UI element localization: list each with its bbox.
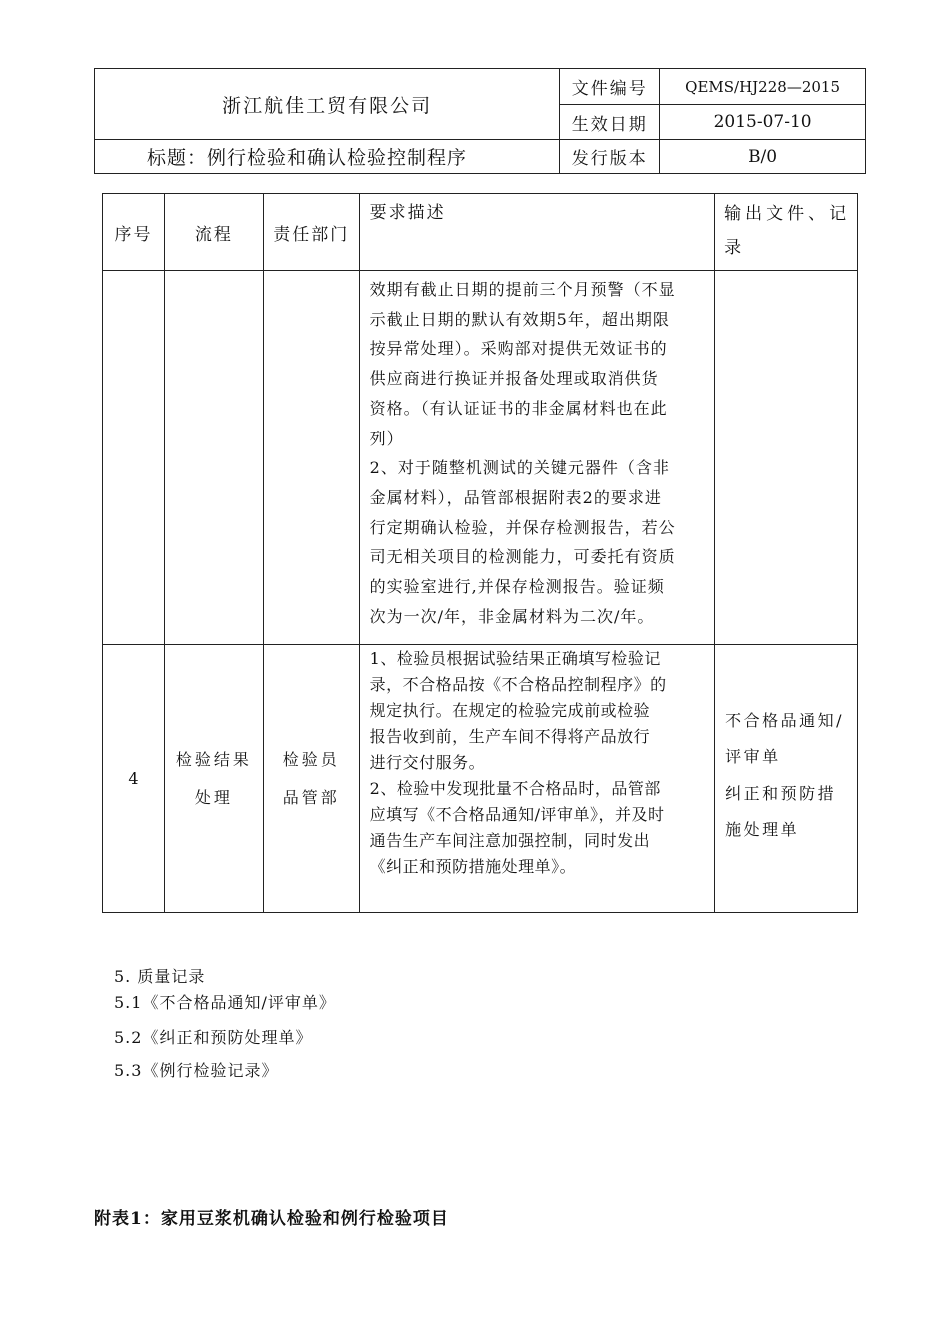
row1-process xyxy=(164,271,263,645)
header-dept: 责任部门 xyxy=(263,194,359,271)
doc-no-value: QEMS/HJ228—2015 xyxy=(660,69,866,105)
header-no: 序号 xyxy=(103,194,165,271)
appendix-title: 附表1：家用豆浆机确认检验和例行检验项目 xyxy=(94,1209,449,1229)
row1-dept xyxy=(263,271,359,645)
table-row xyxy=(103,271,858,645)
effective-date-value: 2015-07-10 xyxy=(660,105,866,140)
record-item: 5.1《不合格品通知/评审单》 xyxy=(114,993,336,1012)
table-header-row xyxy=(103,194,858,271)
header-process: 流程 xyxy=(164,194,263,271)
company-name: 浙江航佳工贸有限公司 xyxy=(95,69,560,140)
requirement-line: 金属材料），品管部根据附表2的要求进 xyxy=(369,487,662,507)
dept-line: 检验员 xyxy=(282,749,340,769)
process-line: 检验结果 xyxy=(175,749,252,769)
requirement-line: 通告生产车间注意加强控制，同时发出 xyxy=(369,831,651,850)
requirement-line: 次为一次/年，非金属材料为二次/年。 xyxy=(369,606,655,626)
requirement-line: 效期有截止日期的提前三个月预警（不显 xyxy=(369,280,676,299)
requirement-line: 2、检验中发现批量不合格品时，品管部 xyxy=(369,779,661,798)
header-output: 输出文件、记录 xyxy=(715,194,858,271)
procedure-table xyxy=(102,193,858,913)
row2-process xyxy=(164,645,263,913)
records-heading: 5. 质量记录 xyxy=(114,967,206,986)
requirement-line: 按异常处理）。采购部对提供无效证书的 xyxy=(369,339,668,359)
row1-no xyxy=(103,271,165,645)
document-title: 标题：例行检验和确认检验控制程序 xyxy=(95,140,560,174)
requirement-line: 录，不合格品按《不合格品控制程序》的 xyxy=(369,675,667,694)
requirement-line: 规定执行。在规定的检验完成前或检验 xyxy=(369,701,651,720)
dept-line: 品管部 xyxy=(282,787,340,807)
record-item: 5.3《例行检验记录》 xyxy=(114,1061,279,1080)
output-line: 评审单 xyxy=(725,747,781,766)
row1-requirement xyxy=(359,271,714,645)
header-requirement: 要求描述 xyxy=(359,194,714,271)
requirement-line: 报告收到前，生产车间不得将产品放行 xyxy=(369,727,651,746)
requirement-line: 供应商进行换证并报备处理或取消供货 xyxy=(369,369,659,389)
requirement-line: 的实验室进行,并保存检测报告。验证频 xyxy=(369,577,665,597)
requirement-line: 1、检验员根据试验结果正确填写检验记 xyxy=(369,649,661,668)
row2-dept xyxy=(263,645,359,913)
requirement-line: 2、对于随整机测试的关键元器件（含非 xyxy=(369,458,670,478)
requirement-line: 示截止日期的默认有效期5年，超出期限 xyxy=(369,309,670,329)
requirement-line: 司无相关项目的检测能力，可委托有资质 xyxy=(369,547,676,567)
process-line: 处理 xyxy=(194,787,233,807)
output-line: 施处理单 xyxy=(725,820,800,839)
version-value: B/0 xyxy=(660,140,866,174)
output-line: 不合格品通知/ xyxy=(725,710,845,730)
requirement-line: 行定期确认检验，并保存检测报告，若公 xyxy=(369,517,676,537)
doc-no-label: 文件编号 xyxy=(560,69,660,105)
document-header xyxy=(94,68,866,174)
effective-date-label: 生效日期 xyxy=(560,105,660,140)
row2-output xyxy=(715,645,858,913)
requirement-line: 列） xyxy=(369,428,404,448)
requirement-line: 进行交付服务。 xyxy=(369,753,486,772)
record-item: 5.2《纠正和预防处理单》 xyxy=(114,1028,313,1047)
row2-no: 4 xyxy=(103,645,165,913)
requirement-line: 《纠正和预防措施处理单》。 xyxy=(369,857,577,876)
version-label: 发行版本 xyxy=(560,140,660,174)
row2-requirement xyxy=(359,645,714,913)
output-line: 纠正和预防措 xyxy=(725,783,837,803)
table-row xyxy=(103,645,858,913)
requirement-line: 资格。（有认证证书的非金属材料也在此 xyxy=(369,398,668,418)
row1-output xyxy=(715,271,858,645)
requirement-line: 应填写《不合格品通知/评审单》，并及时 xyxy=(369,805,665,824)
